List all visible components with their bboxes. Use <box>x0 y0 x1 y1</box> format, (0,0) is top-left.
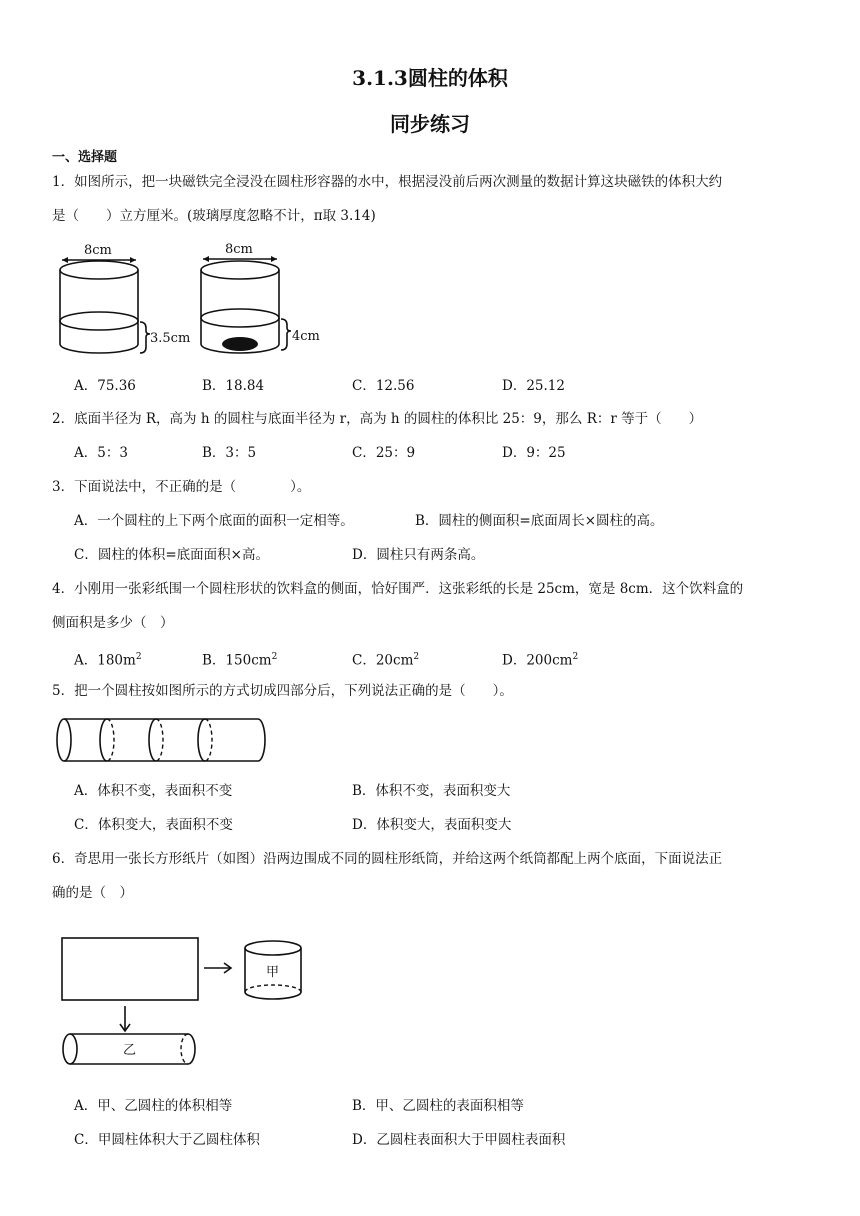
q3-option-d[interactable]: D．圆柱只有两条高。 <box>352 547 485 563</box>
q4-option-a-text: A．180m <box>74 652 136 669</box>
q1-option-a[interactable]: A．75.36 <box>74 378 136 394</box>
height-label-2: 4cm <box>292 329 320 344</box>
diameter-label-2: 8cm <box>225 242 253 257</box>
q3-option-c[interactable]: C．圆柱的体积=底面面积×高。 <box>74 547 269 563</box>
q4-option-c-sup: 2 <box>413 652 420 662</box>
q6-option-b[interactable]: B．甲、乙圆柱的表面积相等 <box>352 1098 524 1114</box>
question-6-text: 6．奇思用一张长方形纸片（如图）沿两边围成不同的圆柱形纸筒，并给这两个纸筒都配上两个底面，下面说法正 <box>52 851 723 867</box>
q1-option-d[interactable]: D．25.12 <box>502 378 565 394</box>
question-5-figure <box>52 714 272 766</box>
question-6-text-cont: 确的是（ ） <box>52 885 133 901</box>
q4-option-a-sup: 2 <box>135 652 142 662</box>
q1-option-b[interactable]: B．18.84 <box>202 378 265 394</box>
q5-option-a[interactable]: A．体积不变，表面积不变 <box>74 783 233 799</box>
page-title: 3.1.3圆柱的体积 <box>352 66 508 90</box>
q4-option-b[interactable] <box>202 648 277 670</box>
q5-option-d[interactable]: D．体积变大，表面积变大 <box>352 817 512 833</box>
question-6-figure <box>52 930 312 1080</box>
q6-option-d[interactable]: D．乙圆柱表面积大于甲圆柱表面积 <box>352 1132 566 1148</box>
q2-option-b[interactable]: B．3：5 <box>202 445 257 461</box>
question-4-text-cont: 侧面积是多少（ ） <box>52 615 174 631</box>
question-1-text-cont: 是（ ）立方厘米。(玻璃厚度忽略不计，π取 3.14) <box>52 208 376 224</box>
diameter-label-1: 8cm <box>84 243 112 258</box>
question-3-text: 3．下面说法中，不正确的是（ ）。 <box>52 479 311 495</box>
q4-option-d-text: D．200cm <box>502 652 573 669</box>
cylinder-yi-label: 乙 <box>123 1043 137 1058</box>
question-1-text: 1．如图所示，把一块磁铁完全浸没在圆柱形容器的水中，根据浸没前后两次测量的数据计算这块磁铁的体积大约 <box>52 174 723 190</box>
q5-option-b[interactable]: B．体积不变，表面积变大 <box>352 783 511 799</box>
q4-option-a[interactable] <box>74 648 142 670</box>
q5-option-c[interactable]: C．体积变大，表面积不变 <box>74 817 233 833</box>
q4-option-d-sup: 2 <box>572 652 579 662</box>
q6-option-c[interactable]: C．甲圆柱体积大于乙圆柱体积 <box>74 1132 260 1148</box>
height-label-1: 3.5cm <box>150 331 191 346</box>
q3-option-a[interactable]: A．一个圆柱的上下两个底面的面积一定相等。 <box>74 513 354 529</box>
q3-option-b[interactable]: B．圆柱的侧面积=底面周长×圆柱的高。 <box>415 513 664 529</box>
q4-option-c[interactable] <box>352 648 419 670</box>
q2-option-c[interactable]: C．25：9 <box>352 445 416 461</box>
q2-option-a[interactable]: A．5：3 <box>74 445 128 461</box>
q4-option-b-text: B．150cm <box>202 652 272 669</box>
cylinder-jia-label: 甲 <box>266 965 280 980</box>
q1-option-c[interactable]: C．12.56 <box>352 378 415 394</box>
q4-option-b-sup: 2 <box>271 652 278 662</box>
q2-option-d[interactable]: D．9：25 <box>502 445 566 461</box>
page-subtitle: 同步练习 <box>390 112 470 136</box>
section-heading: 一、选择题 <box>52 150 118 165</box>
question-4-text: 4．小刚用一张彩纸围一个圆柱形状的饮料盒的侧面，恰好围严．这张彩纸的长是 25cm，宽是 8cm．这个饮料盒的 <box>52 581 744 597</box>
question-5-text: 5．把一个圆柱按如图所示的方式切成四部分后，下列说法正确的是（ ）。 <box>52 683 513 699</box>
question-2-text: 2．底面半径为 R，高为 h 的圆柱与底面半径为 r，高为 h 的圆柱的体积比 25：9，那么 R：r 等于（ ） <box>52 411 703 427</box>
q6-option-a[interactable]: A．甲、乙圆柱的体积相等 <box>74 1098 233 1114</box>
question-1-figure <box>52 240 332 360</box>
q4-option-d[interactable] <box>502 648 578 670</box>
q4-option-c-text: C．20cm <box>352 652 414 669</box>
